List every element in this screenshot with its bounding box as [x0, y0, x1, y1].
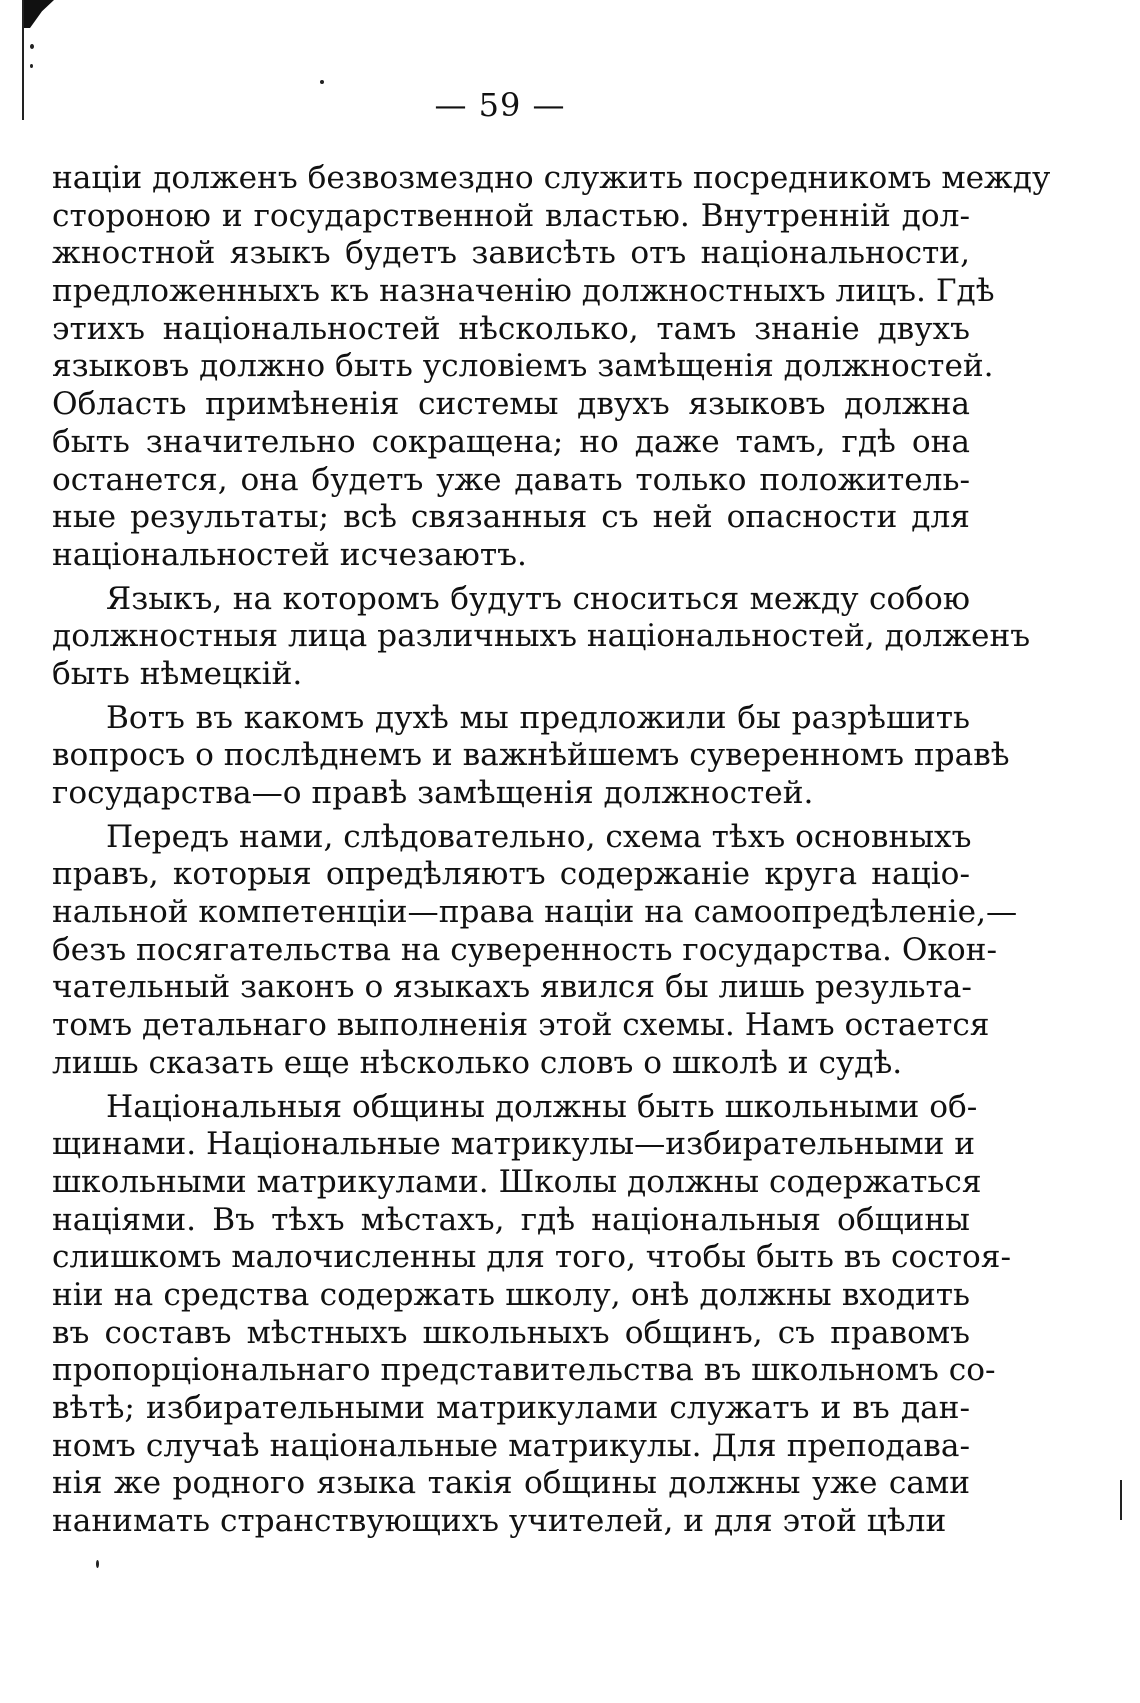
text-line: номъ случаѣ національные матрикулы. Для преподава-	[52, 1427, 970, 1464]
text-line: стороною и государственной властью. Внутренній дол-	[52, 197, 970, 234]
text-line: Передъ нами, слѣдовательно, схема тѣхъ основныхъ	[106, 818, 972, 855]
ink-speck	[320, 80, 324, 84]
text-line: государства—о правѣ замѣщенія должностей.	[52, 775, 814, 811]
text-line: пропорціональнаго представительства въ школьномъ со-	[52, 1352, 996, 1389]
text-line: быть нѣмецкій.	[52, 655, 303, 692]
text-line: слишкомъ малочисленны для того, чтобы быть въ состоя-	[52, 1239, 1011, 1276]
text-line: Языкъ, на которомъ будутъ сноситься между собою	[106, 580, 970, 617]
text-line: этихъ національностей нѣсколько, тамъ знаніе двухъ	[52, 310, 970, 347]
text-line: школьными матрикулами. Школы должны содержаться	[52, 1163, 982, 1200]
text-line: быть значительно сокращена; но даже тамъ, гдѣ она	[52, 423, 970, 460]
page-number: — 59 —	[434, 86, 566, 124]
paragraph	[52, 818, 1018, 1083]
text-line: Область примѣненія системы двухъ языковъ должна	[52, 386, 970, 423]
text-line: безъ посягательства на суверенность государства. Окон-	[52, 931, 997, 968]
text-line: нальной компетенціи—права націи на самоопредѣленіе,—	[52, 894, 1018, 931]
paragraph	[52, 1088, 1011, 1541]
text-line: должностныя лица различныхъ національностей, долженъ	[52, 618, 1031, 655]
text-line: въ составъ мѣстныхъ школьныхъ общинъ, съ правомъ	[52, 1314, 970, 1351]
text-line: націи долженъ безвозмездно служить посредникомъ между	[52, 160, 1051, 196]
text-line: ніи на средства содержать школу, онѣ должны входить	[52, 1276, 970, 1313]
text-line: вопросъ о послѣднемъ и важнѣйшемъ суверенномъ правѣ	[52, 737, 1010, 774]
text-line: томъ детальнаго выполненія этой схемы. Намъ остается	[52, 1007, 990, 1044]
text-line: предложенныхъ къ назначенію должностныхъ лицъ. Гдѣ	[52, 273, 995, 310]
text-line: Національныя общины должны быть школьными об-	[106, 1088, 978, 1125]
text-line: Вотъ въ какомъ духѣ мы предложили бы разрѣшить	[106, 699, 970, 736]
ink-speck	[1120, 1480, 1122, 1520]
text-line: чательный законъ о языкахъ явился бы лишь результа-	[52, 969, 972, 1006]
paragraph	[52, 699, 1010, 813]
text-line: останется, она будетъ уже давать только положитель-	[52, 461, 970, 498]
text-line: нанимать странствующихъ учителей, и для этой цѣли	[52, 1503, 947, 1540]
text-line: нія же родного языка такія общины должны уже сами	[52, 1465, 970, 1502]
text-line: щинами. Національные матрикулы—избирательными и	[52, 1126, 976, 1163]
ink-speck	[30, 64, 33, 68]
text-line: правъ, которыя опредѣляютъ содержаніе круга націо-	[52, 856, 970, 893]
ink-speck	[30, 44, 34, 49]
text-line: вѣтѣ; избирательными матрикулами служатъ и въ дан-	[52, 1390, 970, 1426]
body-text	[52, 160, 1051, 1541]
paragraph	[52, 580, 1031, 694]
text-line: лишь сказать еще нѣсколько словъ о школѣ и судѣ.	[52, 1044, 903, 1081]
text-line: жностной языкъ будетъ зависѣть отъ національности,	[52, 235, 970, 272]
text-line: національностей исчезаютъ.	[52, 536, 527, 573]
text-line: языковъ должно быть условіемъ замѣщенія должностей.	[52, 348, 994, 385]
text-line: націями. Въ тѣхъ мѣстахъ, гдѣ національныя общины	[52, 1201, 970, 1238]
paragraph	[52, 160, 1051, 575]
text-line: ные результаты; всѣ связанныя съ ней опасности для	[52, 499, 970, 536]
ink-blot-mark	[24, 0, 54, 28]
ink-speck	[96, 1560, 99, 1568]
